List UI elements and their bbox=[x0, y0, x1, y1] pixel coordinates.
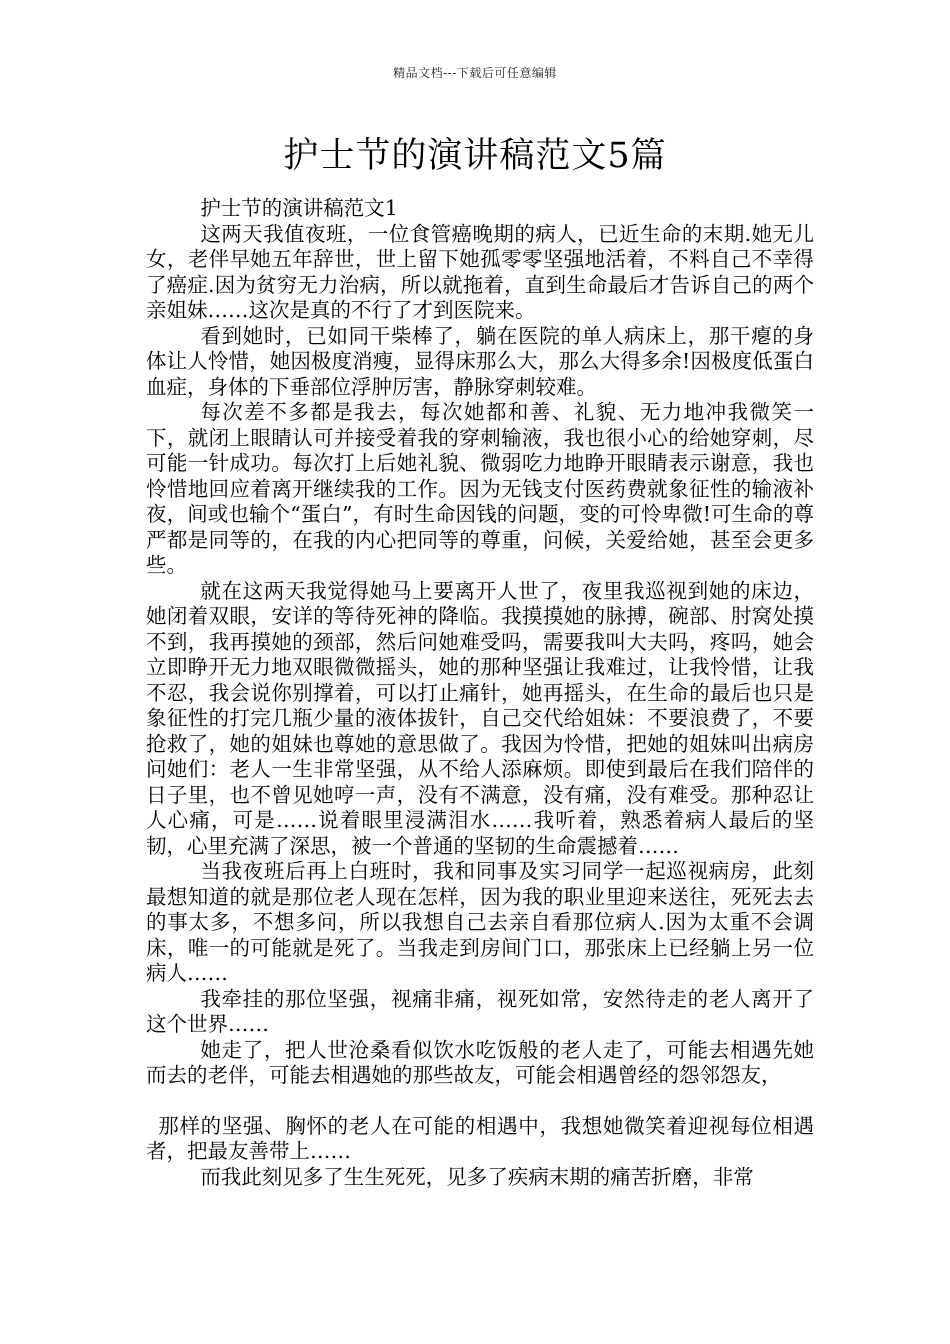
paragraph-4: 就在这两天我觉得她马上要离开人世了，夜里我巡视到她的床边，她闭着双眼，安详的等待死神的降临。我摸摸她的脉搏，碗部、肘窝处摸不到，我再摸她的颈部，然后问她难受吗，需要我叫大夫吗，疼吗，她会立即睁开无力地双眼微微摇头，她的那种坚强让我难过，让我怜惜，让我不忍，我会说你别撑着，可以打止痛针，她再摇头，在生命的最后也只是象征性的打完几瓶少量的液体拔针，自己交代给姐妹：不要浪费了，不要抢救了，她的姐妹也尊她的意思做了。我因为怜惜，把她的姐妹叫出病房问她们：老人一生非常坚强，从不给人添麻烦。即使到最后在我们陪伴的日子里，也不曾见她哼一声，没有不满意，没有痛，没有难受。那种忍让人心痛，可是……说着眼里浸满泪水……我听着，熟悉着病人最后的坚韧，心里充满了深思，被一个普通的坚韧的生命震撼着…… bbox=[146, 578, 814, 858]
header-note: 精品文档---下载后可任意编辑 bbox=[393, 66, 557, 80]
document-title: 护士节的演讲稿范文5篇 bbox=[283, 136, 667, 176]
paragraph-1: 这两天我值夜班，一位食管癌晚期的病人，已近生命的末期.她无儿女，老伴早她五年辞世，世上留下她孤零零坚强地活着，不料自己不幸得了癌症.因为贫穷无力治病，所以就拖着，直到生命最后才告诉自己的两个亲姐妹……这次是真的不行了才到医院来。 bbox=[146, 221, 814, 322]
paragraph-8: 那样的坚强、胸怀的老人在可能的相遇中，我想她微笑着迎视每位相遇者，把最友善带上…… bbox=[146, 1113, 814, 1163]
paragraph-2: 看到她时，已如同干柴棒了，躺在医院的单人病床上，那干瘪的身体让人怜惜，她因极度消瘦，显得床那么大，那么大得多余!因极度低蛋白血症，身体的下垂部位浮肿厉害，静脉穿刺较难。 bbox=[146, 323, 814, 399]
paragraph-5: 当我夜班后再上白班时，我和同事及实习同学一起巡视病房，此刻最想知道的就是那位老人现在怎样，因为我的职业里迎来送往，死死去去的事太多，不想多问，所以我想自己去亲自看那位病人.因为太重不会调床，唯一的可能就是死了。当我走到房间门口，那张床上已经躺上另一位病人…… bbox=[146, 859, 814, 985]
paragraph-6: 我牵挂的那位坚强，视痛非痛，视死如常，安然待走的老人离开了这个世界…… bbox=[146, 986, 814, 1036]
paragraph-3: 每次差不多都是我去，每次她都和善、礼貌、无力地冲我微笑一下，就闭上眼睛认可并接受着我的穿刺输液，我也很小心的给她穿刺，尽可能一针成功。每次打上后她礼貌、微弱吃力地睁开眼睛表示谢意，我也怜惜地回应着离开继续我的工作。因为无钱支付医药费就象征性的输液补夜，间或也输个“蛋白”，有时生命因钱的问题，变的可怜卑微!可生命的尊严都是同等的，在我的内心把同等的尊重，问候，关爱给她，甚至会更多些。 bbox=[146, 400, 814, 577]
section-subtitle: 护士节的演讲稿范文1 bbox=[200, 196, 398, 220]
document-body bbox=[146, 196, 814, 1190]
paragraph-9: 而我此刻见多了生生死死，见多了疾病末期的痛苦折磨，非常 bbox=[200, 1164, 754, 1189]
paragraph-7: 她走了，把人世沧桑看似饮水吃饭般的老人走了，可能去相遇先她而去的老伴，可能去相遇她的那些故友，可能会相遇曾经的怨邻怨友， bbox=[146, 1037, 814, 1087]
